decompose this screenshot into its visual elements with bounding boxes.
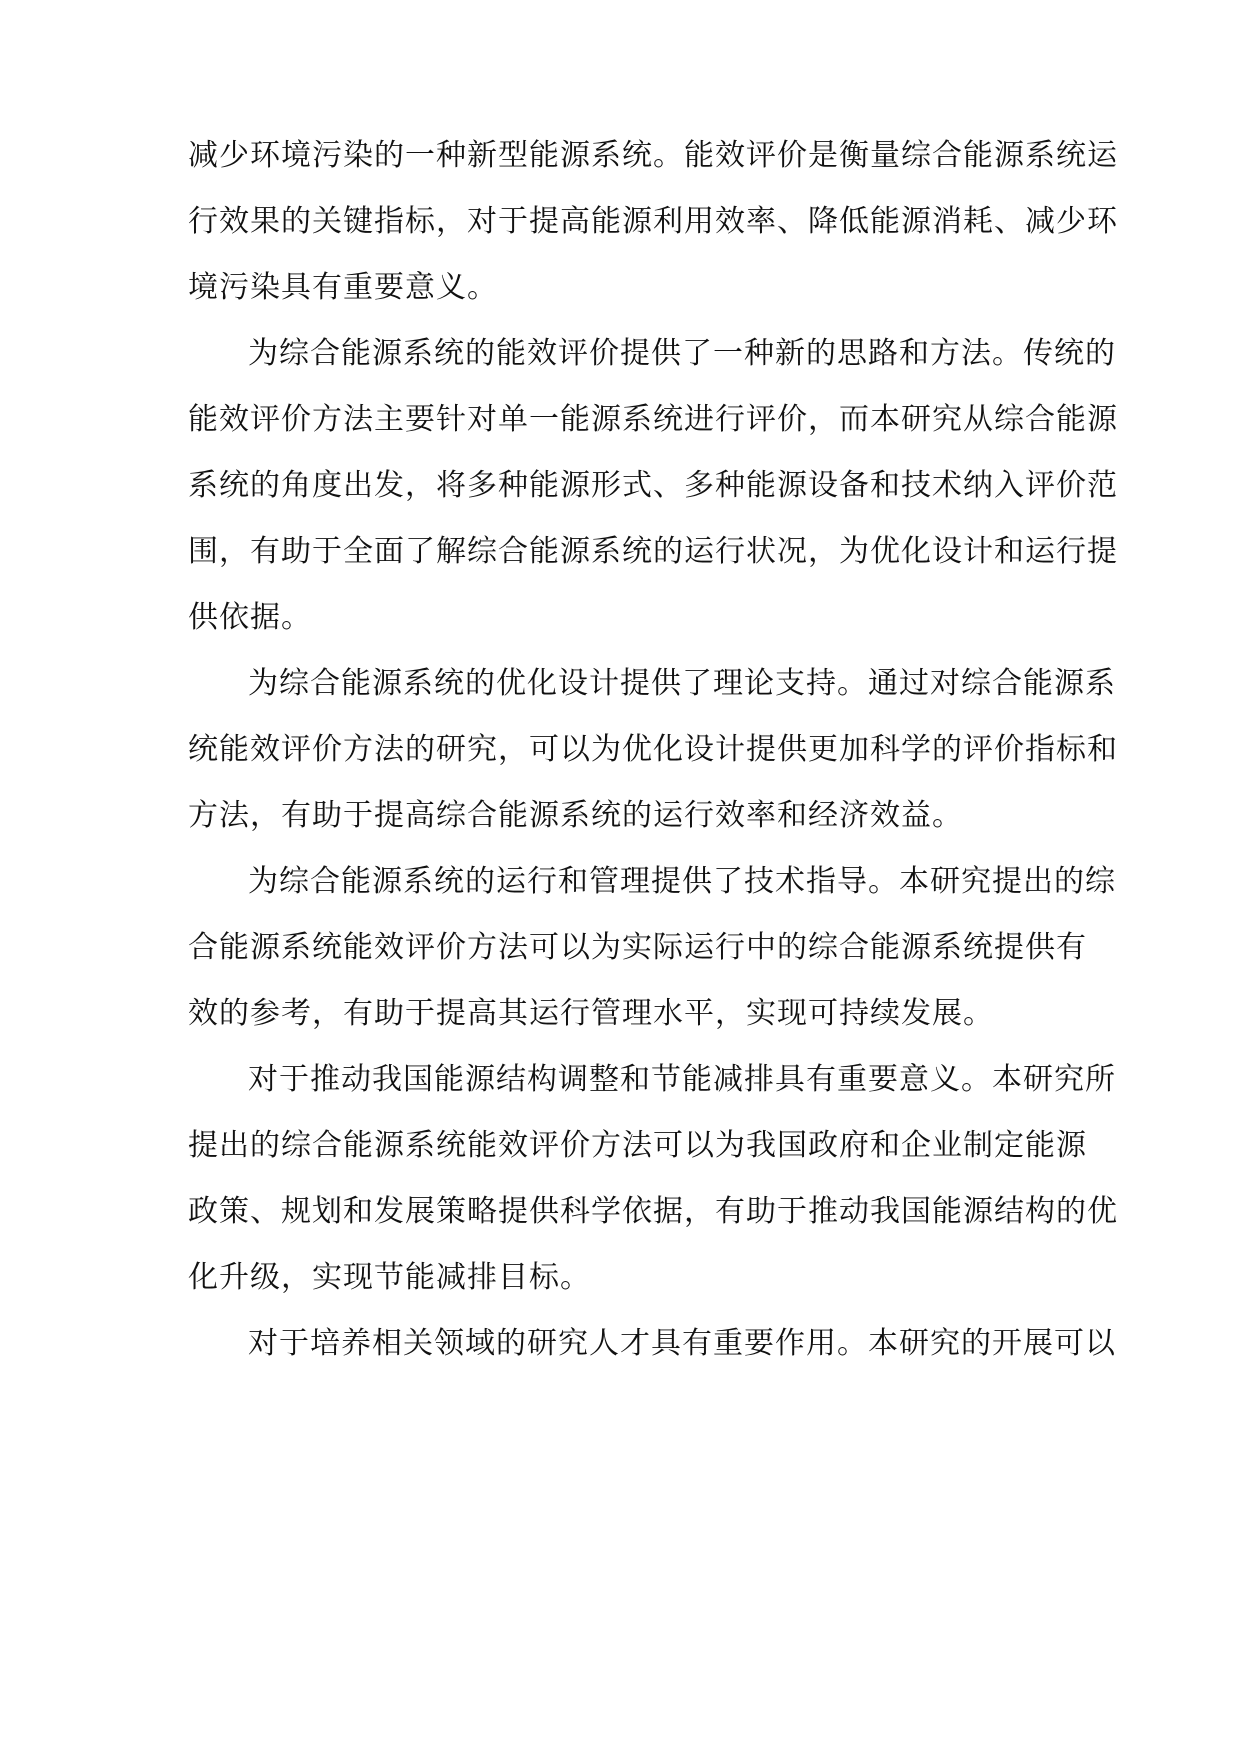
paragraph-line: 合能源系统能效评价方法可以为实际运行中的综合能源系统提供有 [188,930,1087,965]
paragraph-line: 对于培养相关领域的研究人才具有重要作用。本研究的开展可以 [248,1326,1116,1361]
paragraph-line: 系统的角度出发，将多种能源形式、多种能源设备和技术纳入评价范 [188,468,1118,503]
paragraph-line: 减少环境污染的一种新型能源系统。能效评价是衡量综合能源系统运 [188,138,1118,173]
paragraph-line: 围，有助于全面了解综合能源系统的运行状况，为优化设计和运行提 [188,534,1118,569]
paragraph-line: 行效果的关键指标，对于提高能源利用效率、降低能源消耗、减少环 [188,204,1118,239]
paragraph-line: 效的参考，有助于提高其运行管理水平，实现可持续发展。 [188,996,994,1031]
paragraph-line: 为综合能源系统的优化设计提供了理论支持。通过对综合能源系 [248,666,1116,701]
paragraph-line: 为综合能源系统的运行和管理提供了技术指导。本研究提出的综 [248,864,1116,899]
paragraph-line: 为综合能源系统的能效评价提供了一种新的思路和方法。传统的 [248,336,1116,371]
paragraph-line: 统能效评价方法的研究，可以为优化设计提供更加科学的评价指标和 [188,732,1118,767]
paragraph-line: 供依据。 [188,600,312,635]
paragraph-line: 方法，有助于提高综合能源系统的运行效率和经济效益。 [188,798,963,833]
paragraph-line: 提出的综合能源系统能效评价方法可以为我国政府和企业制定能源 [188,1128,1087,1163]
paragraph-line: 能效评价方法主要针对单一能源系统进行评价，而本研究从综合能源 [188,402,1118,437]
paragraph-line: 对于推动我国能源结构调整和节能减排具有重要意义。本研究所 [248,1062,1116,1097]
paragraph-line: 政策、规划和发展策略提供科学依据，有助于推动我国能源结构的优 [188,1194,1118,1229]
paragraph-line: 境污染具有重要意义。 [188,270,498,305]
paragraph-line: 化升级，实现节能减排目标。 [188,1260,591,1295]
